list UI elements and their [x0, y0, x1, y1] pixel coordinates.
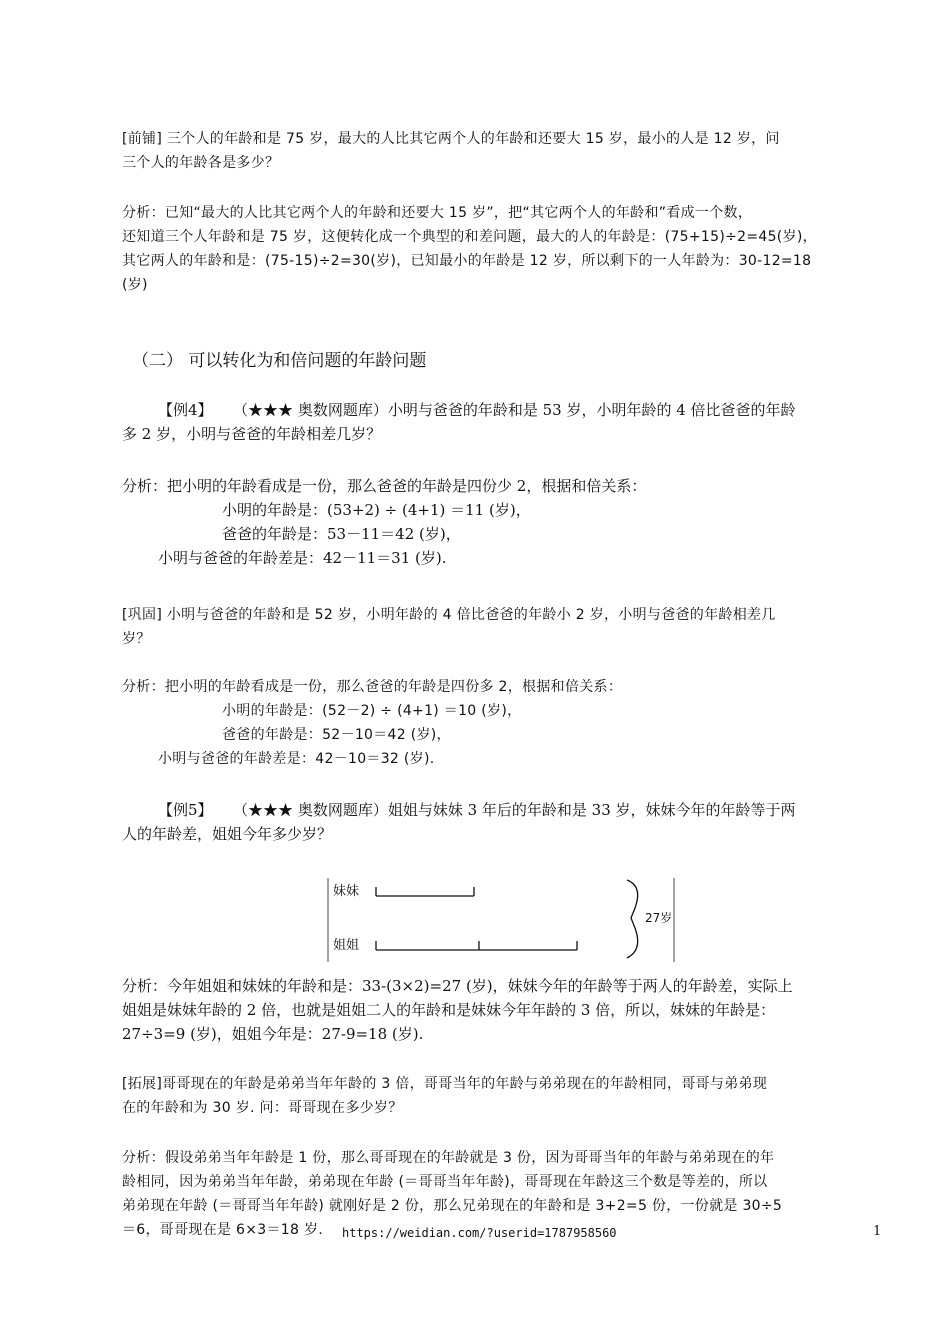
consolidate-analysis-line-4: 小明与爸爸的年龄差是：42－10＝32 (岁). — [158, 751, 435, 767]
prelude-analysis-line-2: 还知道三个人年龄和是 75 岁，这便转化成一个典型的和差问题，最大的人的年龄是：(75+15)÷2=45(岁)， — [122, 229, 817, 245]
extension-analysis-line-2: 龄相同，因为弟弟当年年龄，弟弟现在年龄 (＝哥哥当年年龄)，哥哥现在年龄这三个数是等差的，所以 — [122, 1174, 768, 1190]
diagram-total-label: 27岁 — [645, 911, 673, 925]
example-4-analysis-line-3: 爸爸的年龄是：53－11＝42 (岁)， — [222, 525, 461, 543]
example-5-analysis-line-2: 姐姐是妹妹年龄的 2 倍，也就是姐姐二人的年龄和是妹妹今年年龄的 3 倍，所以，妹妹的年龄是： — [122, 1001, 776, 1019]
prelude-analysis — [122, 201, 882, 297]
prelude-problem — [122, 127, 882, 175]
prelude-line-2: 三个人的年龄各是多少？ — [122, 155, 280, 171]
example-4-analysis-line-2: 小明的年龄是：(53+2) ÷ (4+1) ＝11 (岁)， — [222, 501, 531, 519]
diagram-label-elder: 姐姐 — [333, 938, 360, 953]
consolidate-problem — [122, 603, 882, 651]
diagram-label-younger: 妹妹 — [333, 884, 360, 899]
example-4-text: （★★★ 奥数网题库）小明与爸爸的年龄和是 53 岁，小明年龄的 4 倍比爸爸的年龄 — [240, 401, 796, 419]
example-5-text: （★★★ 奥数网题库）姐姐与妹妹 3 年后的年龄和是 33 岁，妹妹今年的年龄等于两 — [240, 801, 796, 819]
extension-problem — [122, 1072, 882, 1120]
prelude-analysis-line-4: (岁) — [122, 277, 148, 293]
prelude-line-1: [前铺] 三个人的年龄和是 75 岁，最大的人比其它两个人的年龄和还要大 15 岁，最小的人是 12 岁，问 — [122, 131, 780, 147]
consolidate-line-1: [巩固] 小明与爸爸的年龄和是 52 岁，小明年龄的 4 倍比爸爸的年龄小 2 岁，小明与爸爸的年龄相差几 — [122, 607, 776, 623]
extension-analysis-line-1: 分析：假设弟弟当年年龄是 1 份，那么哥哥现在的年龄就是 3 份，因为哥哥当年的年龄与弟弟现在的年 — [122, 1150, 775, 1166]
example-4-tag: 【例4】 — [158, 401, 213, 419]
example-5-line-2: 人的年龄差，姐姐今年多少岁？ — [122, 825, 333, 843]
total-brace — [627, 880, 638, 958]
footer-url: https://weidian.com/?userid=1787958560 — [342, 1226, 617, 1240]
example-4-analysis — [122, 474, 882, 570]
extension-analysis-line-3: 弟弟现在年龄 (＝哥哥当年年龄) 就刚好是 2 份，那么兄弟现在的年龄和是 3+2=5 份，一份就是 30÷5 — [122, 1198, 783, 1214]
consolidate-line-2: 岁？ — [122, 631, 151, 647]
diagram-svg — [327, 878, 677, 962]
extension-analysis-line-4: ＝6，哥哥现在是 6×3＝18 岁. — [122, 1222, 324, 1238]
example-4-line-1 — [122, 398, 882, 422]
age-segment-diagram — [327, 878, 677, 962]
example-4 — [122, 398, 882, 446]
example-4-analysis-line-4: 小明与爸爸的年龄差是：42－11＝31 (岁). — [158, 549, 447, 567]
consolidate-analysis-line-3: 爸爸的年龄是：52－10＝42 (岁)， — [222, 727, 451, 743]
consolidate-analysis — [122, 675, 882, 771]
example-5-tag: 【例5】 — [158, 801, 213, 819]
prelude-analysis-line-3: 其它两人的年龄和是：(75-15)÷2=30(岁)，已知最小的年龄是 12 岁，所以剩下的一人年龄为：30-12=18 — [122, 253, 812, 269]
example-5-line-1 — [122, 798, 882, 822]
consolidate-analysis-line-2: 小明的年龄是：(52－2) ÷ (4+1) ＝10 (岁)， — [222, 703, 522, 719]
example-4-line-2: 多 2 岁，小明与爸爸的年龄相差几岁？ — [122, 425, 382, 443]
example-5 — [122, 798, 882, 846]
example-4-analysis-line-1: 分析：把小明的年龄看成是一份，那么爸爸的年龄是四份少 2，根据和倍关系： — [122, 477, 647, 495]
extension-line-1: [拓展]哥哥现在的年龄是弟弟当年年龄的 3 倍，哥哥当年的年龄与弟弟现在的年龄相同，哥哥与弟弟现 — [122, 1076, 768, 1092]
example-5-analysis-line-1: 分析：今年姐姐和妹妹的年龄和是：33-(3×2)=27 (岁)，妹妹今年的年龄等于两人的年龄差，实际上 — [122, 977, 793, 995]
consolidate-analysis-line-1: 分析：把小明的年龄看成是一份，那么爸爸的年龄是四份多 2，根据和倍关系： — [122, 679, 623, 695]
extension-line-2: 在的年龄和为 30 岁. 问：哥哥现在多少岁？ — [122, 1100, 403, 1116]
section-title: （二） 可以转化为和倍问题的年龄问题 — [132, 351, 427, 371]
example-5-analysis — [122, 974, 882, 1046]
example-5-analysis-line-3: 27÷3=9 (岁)，姐姐今年是：27-9=18 (岁). — [122, 1025, 424, 1043]
page-number: 1 — [873, 1224, 882, 1239]
prelude-analysis-line-1: 分析：已知“最大的人比其它两个人的年龄和还要大 15 岁”，把“其它两个人的年龄和”看成一个数， — [122, 205, 753, 221]
